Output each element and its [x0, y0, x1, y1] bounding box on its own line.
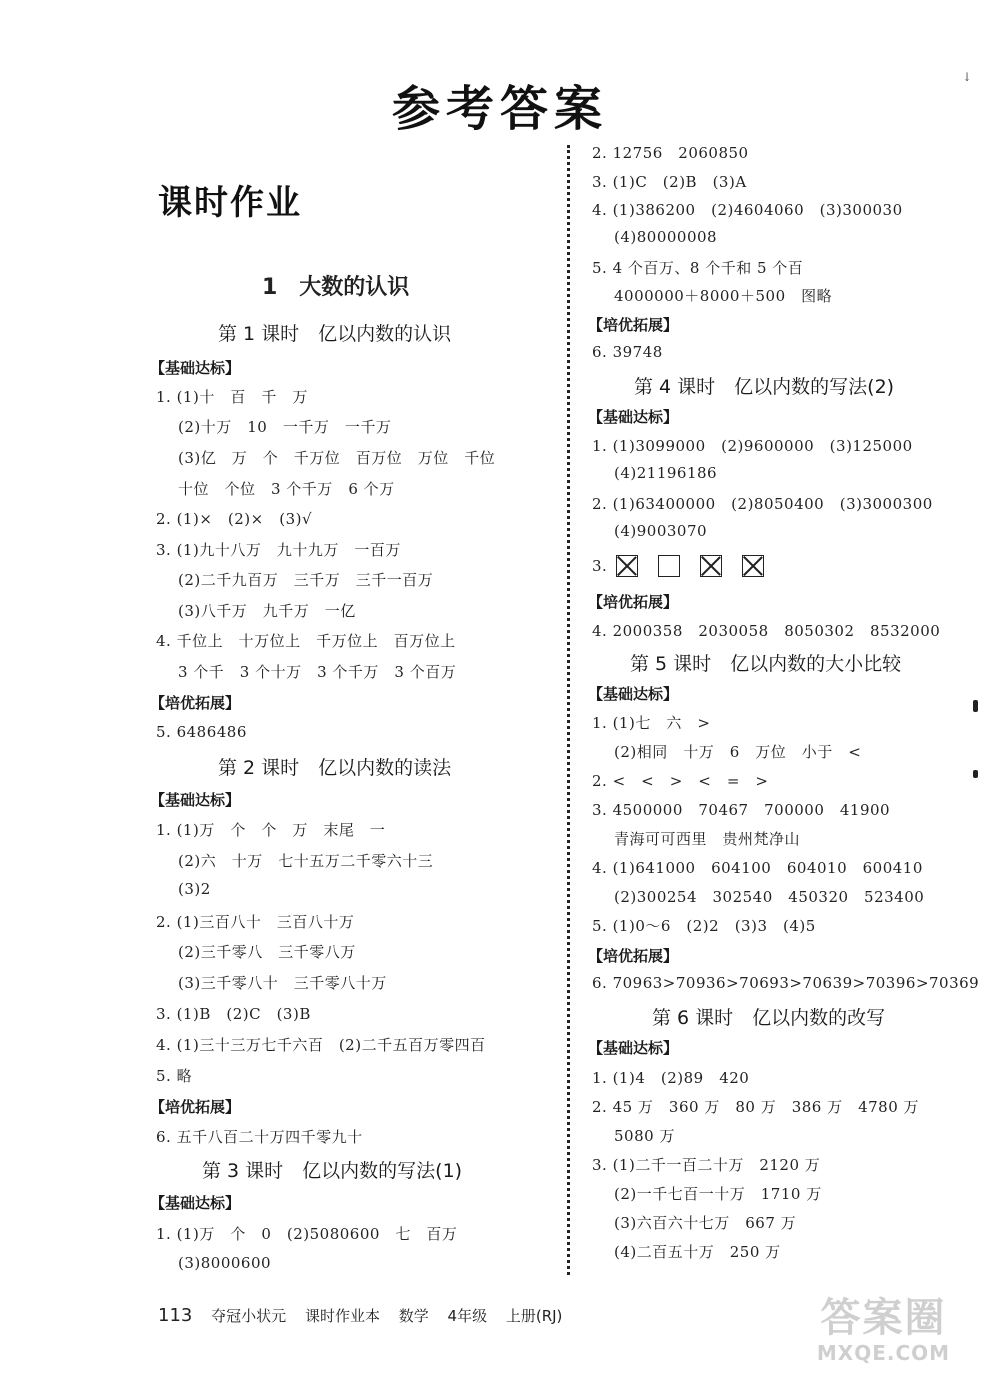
edge-mark — [973, 770, 978, 778]
tag-extend: 【培优拓展】 — [588, 593, 679, 611]
question-3-label: 3. — [592, 557, 608, 575]
tag-basic: 【基础达标】 — [150, 1194, 241, 1212]
tag-extend: 【培优拓展】 — [588, 316, 679, 334]
answer-line: 3. (1)C (2)B (3)A — [592, 173, 747, 191]
page-footer — [158, 1305, 576, 1326]
answer-line: (4)二百五十万 250 万 — [614, 1243, 781, 1261]
cross-box — [700, 555, 722, 577]
answer-line: (2)三千零八 三千零八万 — [178, 943, 356, 961]
answer-line: 4. 2000358 2030058 8050302 8532000 — [592, 622, 941, 640]
answer-line: 6. 五千八百二十万四千零九十 — [156, 1128, 363, 1146]
answer-line: (2)十万 10 一千万 一千万 — [178, 418, 392, 436]
answer-line: 2. (1)63400000 (2)8050400 (3)3000300 — [592, 495, 933, 513]
lesson-2-title: 第 2 课时 亿以内数的读法 — [218, 757, 452, 779]
answer-line: (3)亿 万 个 千万位 百万位 万位 千位 — [178, 449, 496, 467]
lesson-4-title: 第 4 课时 亿以内数的写法(2) — [634, 376, 895, 398]
edge-mark — [973, 700, 978, 712]
answer-line: 4. (1)三十三万七千六百 (2)二千五百万零四百 — [156, 1036, 486, 1054]
answer-line: (3)六百六十七万 667 万 — [614, 1214, 797, 1232]
answer-line: 5080 万 — [614, 1127, 675, 1145]
page-number: 113 — [158, 1305, 193, 1326]
answer-line: 2. < < > < = > — [592, 772, 769, 790]
answer-line: (3)8000600 — [178, 1254, 272, 1272]
answer-line: 5. 略 — [156, 1067, 193, 1085]
answer-line: 4. 千位上 十万位上 千万位上 百万位上 — [156, 632, 456, 650]
answer-line: 2. (1)三百八十 三百八十万 — [156, 913, 355, 931]
answer-line: 1. (1)万 个 0 (2)5080600 七 百万 — [156, 1225, 458, 1243]
answer-line: 2. 12756 2060850 — [592, 144, 749, 162]
answer-line: (3)八千万 九千万 一亿 — [178, 602, 356, 620]
corner-mark: ↓ — [961, 70, 972, 84]
answer-line: 3. (1)二千一百二十万 2120 万 — [592, 1156, 821, 1174]
answer-line: 1. (1)七 六 > — [592, 714, 711, 732]
answer-line: 5. 6486486 — [156, 723, 247, 741]
lesson-3-title: 第 3 课时 亿以内数的写法(1) — [202, 1160, 463, 1182]
answer-line: 3. (1)B (2)C (3)B — [156, 1005, 311, 1023]
lesson-1-title: 第 1 课时 亿以内数的认识 — [218, 323, 452, 345]
tag-basic: 【基础达标】 — [150, 359, 241, 377]
lesson-6-title: 第 6 课时 亿以内数的改写 — [652, 1007, 886, 1029]
answer-line: 十位 个位 3 个千万 6 个万 — [178, 480, 395, 498]
page-title: 参考答案 — [391, 81, 608, 137]
answer-line: 3. (1)九十八万 九十九万 一百万 — [156, 541, 401, 559]
answer-line: 4. (1)386200 (2)4604060 (3)300030 — [592, 201, 903, 219]
section-title: 课时作业 — [158, 183, 302, 223]
answer-line: (3)三千零八十 三千零八十万 — [178, 974, 387, 992]
answer-line: 4000000＋8000＋500 图略 — [614, 287, 833, 305]
tag-extend: 【培优拓展】 — [150, 1098, 241, 1116]
tag-extend: 【培优拓展】 — [588, 947, 679, 965]
lesson-5-title: 第 5 课时 亿以内数的大小比较 — [630, 653, 902, 675]
tag-basic: 【基础达标】 — [588, 685, 679, 703]
cross-box — [616, 555, 638, 577]
answer-line: (2)二千九百万 三千万 三千一百万 — [178, 571, 434, 589]
book-title: 夺冠小状元 — [211, 1307, 287, 1325]
tag-extend: 【培优拓展】 — [150, 694, 241, 712]
answer-line: 6. 70963>70936>70693>70639>70396>70369 — [592, 974, 980, 992]
tag-basic: 【基础达标】 — [150, 791, 241, 809]
cross-box — [742, 555, 764, 577]
answer-line: 1. (1)4 (2)89 420 — [592, 1069, 750, 1087]
answer-line: 2. 45 万 360 万 80 万 386 万 4780 万 — [592, 1098, 920, 1116]
book-volume: 上册(RJ) — [505, 1307, 563, 1325]
answer-line: 2. (1)× (2)× (3)√ — [156, 510, 313, 528]
answer-line: (2)相同 十万 6 万位 小于 < — [614, 743, 862, 761]
answer-line: 5. (1)0～6 (2)2 (3)3 (4)5 — [592, 917, 816, 935]
answer-line: 青海可可西里 贵州梵净山 — [614, 830, 801, 848]
answer-line: 3 个千 3 个十万 3 个千万 3 个百万 — [178, 663, 457, 681]
watermark-text: 答案圈 — [820, 1295, 947, 1341]
answer-line: 5. 4 个百万、8 个千和 5 个百 — [592, 259, 804, 277]
watermark-logo — [781, 1295, 986, 1375]
answer-line: 1. (1)万 个 个 万 末尾 一 — [156, 821, 386, 839]
answer-line: 1. (1)3099000 (2)9600000 (3)125000 — [592, 437, 913, 455]
column-divider — [567, 145, 570, 1275]
answer-line: (2)300254 302540 450320 523400 — [614, 888, 925, 906]
answer-line: (4)21196186 — [614, 464, 718, 482]
book-subject: 数学 — [398, 1307, 429, 1325]
book-grade: 4年级 — [447, 1307, 488, 1325]
tag-basic: 【基础达标】 — [588, 408, 679, 426]
answer-line: (3)2 — [178, 880, 211, 898]
answer-line: (4)80000008 — [614, 228, 718, 246]
answer-line: (4)9003070 — [614, 522, 708, 540]
answer-line: 6. 39748 — [592, 343, 663, 361]
answer-line: (2)六 十万 七十五万二千零六十三 — [178, 852, 434, 870]
answer-line: 4. (1)641000 604100 604010 600410 — [592, 859, 923, 877]
answer-boxes — [616, 555, 764, 577]
watermark-url: MXQE.COM — [816, 1341, 951, 1365]
book-series: 课时作业本 — [304, 1307, 380, 1325]
empty-box — [658, 555, 680, 577]
answer-line: 3. 4500000 70467 700000 41900 — [592, 801, 891, 819]
unit-title: 1 大数的认识 — [262, 275, 410, 300]
answer-line: 1. (1)十 百 千 万 — [156, 388, 308, 406]
answer-line: (2)一千七百一十万 1710 万 — [614, 1185, 822, 1203]
tag-basic: 【基础达标】 — [588, 1039, 679, 1057]
